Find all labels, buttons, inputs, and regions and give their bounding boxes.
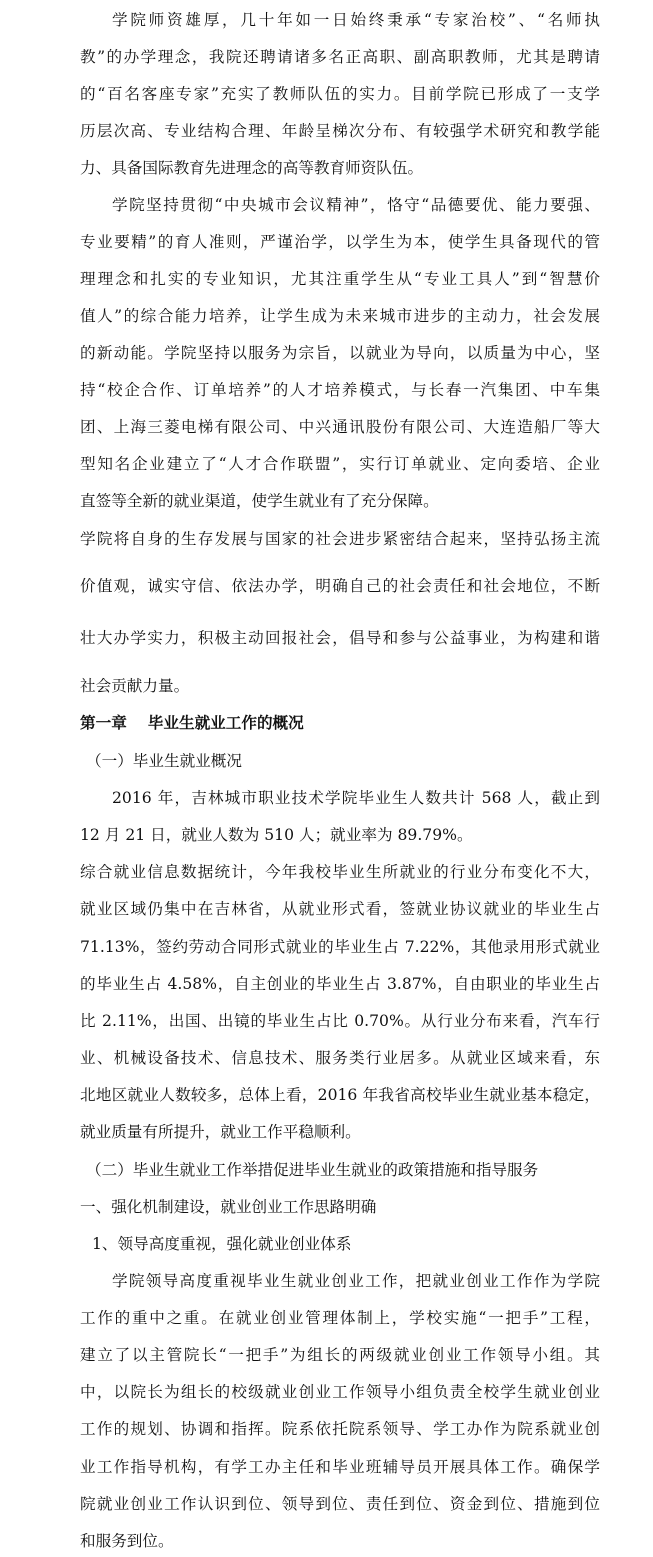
leadership-paragraph-line: 建立了以主管院长“一把手”为组长的两级就业创业工作领导小组。其 xyxy=(80,1346,600,1364)
leadership-paragraph-line: 学院领导高度重视毕业生就业创业工作，把就业创业工作作为学院 xyxy=(112,1272,600,1290)
leadership-paragraph-line: 和服务到位。 xyxy=(80,1532,174,1550)
statistics-paragraph-line: 就业质量有所提升，就业工作平稳顺利。 xyxy=(80,1123,361,1141)
education-paragraph-line: 理理念和扎实的专业知识，尤其注重学生从“专业工具人”到“智慧价 xyxy=(80,270,600,288)
leadership-paragraph-line: 工作的规划、协调和指挥。院系依托院系领导、学工办作为院系就业创 xyxy=(80,1420,600,1438)
education-paragraph-line: 的新动能。学院坚持以服务为宗旨，以就业为导向，以质量为中心，坚 xyxy=(80,344,600,362)
faculty-paragraph-line: 力、具备国际教育先进理念的高等教育师资队伍。 xyxy=(80,159,424,177)
subsection-title: 一、强化机制建设，就业创业工作思路明确 xyxy=(80,1198,377,1216)
leadership-paragraph-line: 院就业创业工作认识到位、领导到位、责任到位、资金到位、措施到位 xyxy=(80,1495,600,1513)
education-paragraph-line: 持“校企合作、订单培养”的人才培养模式，与长春一汽集团、中车集 xyxy=(80,381,600,399)
education-paragraph-line: 专业要精”的育人准则，严谨治学，以学生为本，使学生具备现代的管 xyxy=(80,233,600,251)
faculty-paragraph-line: 历层次高、专业结构合理、年龄呈梯次分布、有较强学术研究和教学能 xyxy=(80,122,600,140)
faculty-paragraph-line: 教”的办学理念，我院还聘请诸多名正高职、副高职教师，尤其是聘请 xyxy=(80,48,600,66)
statistics-paragraph-line: 综合就业信息数据统计，今年我校毕业生所就业的行业分布变化不大， xyxy=(80,863,600,881)
faculty-paragraph-line: 的“百名客座专家”充实了教师队伍的实力。目前学院已形成了一支学 xyxy=(80,85,600,103)
statistics-paragraph-line: 比 2.11%，出国、出镜的毕业生占比 0.70%。从行业分布来看，汽车行 xyxy=(80,1012,600,1030)
education-paragraph-line: 直签等全新的就业渠道，使学生就业有了充分保障。 xyxy=(80,492,439,510)
leadership-paragraph-line: 工作的重中之重。在就业创业管理体制上，学校实施“一把手”工程， xyxy=(80,1309,600,1327)
item-title: 1、领导高度重视，强化就业创业体系 xyxy=(92,1235,352,1253)
education-paragraph-line: 型知名企业建立了“人才合作联盟”，实行订单就业、定向委培、企业 xyxy=(80,455,600,473)
statistics-paragraph-line: 的毕业生占 4.58%，自主创业的毕业生占 3.87%，自由职业的毕业生占 xyxy=(80,975,600,993)
statistics-paragraph-line: 业、机械设备技术、信息技术、服务类行业居多。从就业区域来看，东 xyxy=(80,1049,600,1067)
employment-paragraph-line: 12 月 21 日，就业人数为 510 人；就业率为 89.79%。 xyxy=(80,826,473,844)
society-paragraph-line: 学院将自身的生存发展与国家的社会进步紧密结合起来，坚持弘扬主流 xyxy=(80,530,600,548)
statistics-paragraph-line: 就业区域仍集中在吉林省，从就业形式看，签就业协议就业的毕业生占 xyxy=(80,900,600,918)
society-paragraph-line: 壮大办学实力，积极主动回报社会，倡导和参与公益事业，为构建和谐 xyxy=(80,629,600,647)
section-title: （一）毕业生就业概况 xyxy=(86,752,242,770)
section-title: （二）毕业生就业工作举措促进毕业生就业的政策措施和指导服务 xyxy=(86,1161,539,1179)
society-paragraph-line: 价值观，诚实守信、依法办学，明确自己的社会责任和社会地位，不断 xyxy=(80,577,600,595)
society-paragraph-line: 社会贡献力量。 xyxy=(80,677,190,695)
employment-paragraph-line: 2016 年，吉林城市职业技术学院毕业生人数共计 568 人，截止到 xyxy=(112,789,600,807)
leadership-paragraph-line: 业工作指导机构，有学工办主任和毕业班辅导员开展具体工作。确保学 xyxy=(80,1458,600,1476)
education-paragraph-line: 团、上海三菱电梯有限公司、中兴通讯股份有限公司、大连造船厂等大 xyxy=(80,418,600,436)
education-paragraph-line: 值人”的综合能力培养，让学生成为未来城市进步的主动力，社会发展 xyxy=(80,307,600,325)
education-paragraph-line: 学院坚持贯彻“中央城市会议精神”，恪守“品德要优、能力要强、 xyxy=(112,196,600,214)
statistics-paragraph-line: 北地区就业人数较多，总体上看，2016 年我省高校毕业生就业基本稳定， xyxy=(80,1086,600,1104)
chapter-title: 第一章 毕业生就业工作的概况 xyxy=(80,714,304,732)
leadership-paragraph-line: 中，以院长为组长的校级就业创业工作领导小组负责全校学生就业创业 xyxy=(80,1383,600,1401)
faculty-paragraph-line: 学院师资雄厚，几十年如一日始终秉承“专家治校”、“名师执 xyxy=(112,11,600,29)
statistics-paragraph-line: 71.13%，签约劳动合同形式就业的毕业生占 7.22%，其他录用形式就业 xyxy=(80,938,600,956)
